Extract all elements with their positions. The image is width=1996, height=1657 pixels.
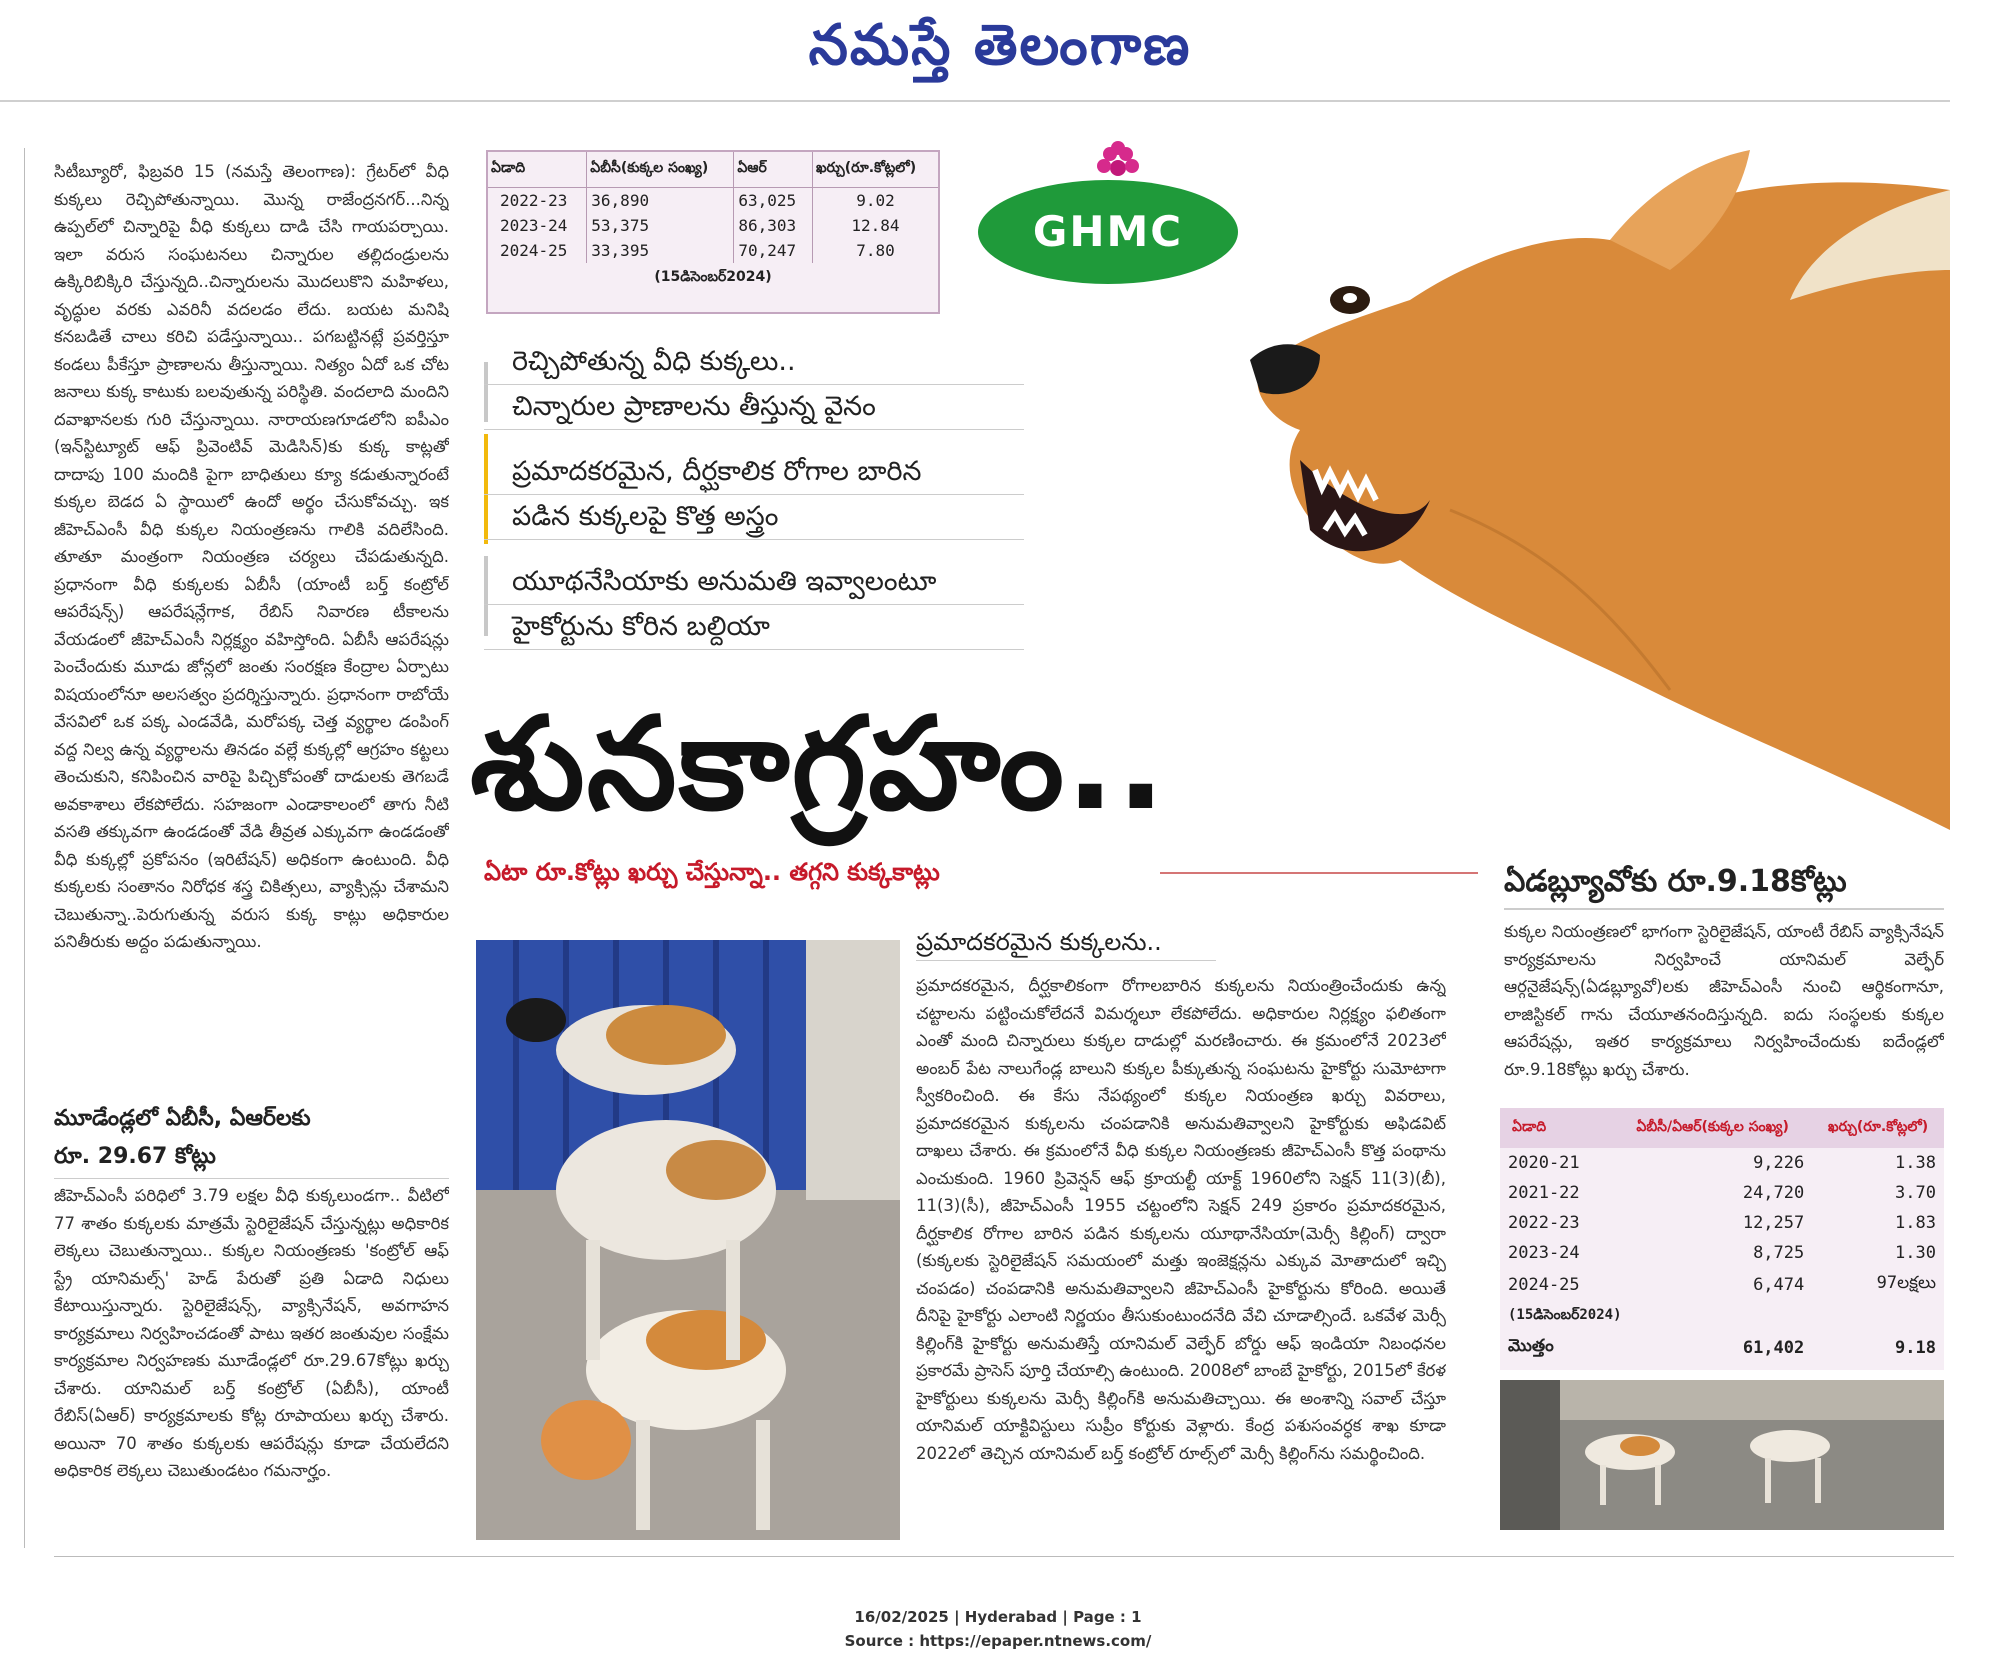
table-cell: 2023-24 [488, 213, 587, 238]
header-divider [0, 100, 1950, 102]
table-cell: మొత్తం [1508, 1336, 1554, 1356]
deck-line: పడిన కుక్కలపై కొత్త అస్త్రం [484, 495, 1024, 540]
left-column-article-2 [54, 1182, 449, 1542]
deck-line: చిన్నారుల ప్రాణాలను తీస్తున్న వైనం [484, 385, 1024, 430]
table-cell: 2022-23 [488, 188, 587, 214]
mid-heading-rule [916, 960, 1216, 961]
table-header: ఖర్చు(రూ.కోట్లలో) [812, 152, 938, 188]
table-row [488, 238, 938, 263]
table-header: ఏడాది [1512, 1118, 1547, 1135]
main-headline: శునకాగ్రహం.. [470, 690, 1168, 839]
table-header: ఖర్చు(రూ.కోట్లలో) [1828, 1118, 1929, 1135]
table-cell: 7.80 [856, 241, 895, 260]
article-paragraph: కుక్కల నియంత్రణలో భాగంగా స్టెరిలైజేషన్, యాంటీ రేబిస్ వ్యాక్సినేషన్ కార్యక్రమాలను నిర్వహించే యానిమల్ వెల్ఫేర్ ఆర్గనైజేషన్స్(ఏడబ్ల్యూవో)లకు జీహెచ్‌ఎంసీ నుంచి ఆర్థికంగానూ, లాజిస్టికల్ గాను చేయూతనందిస్తున్నది. ఐదు సంస్థలకు కుక్కల ఆపరేషన్లు, ఇతర కార్యక్రమాలు నిర్వహించేందుకు ఐదేండ్లలో రూ.9.18కోట్లు ఖర్చు చేశారు. [1504, 922, 1944, 1079]
table-note: (15డిసెంబర్2024) [654, 269, 772, 285]
table-cell: 36,890 [587, 188, 734, 214]
table-cell: 1.83 [1895, 1213, 1936, 1233]
section-subhead: రూ. 29.67 కోట్లు [54, 1144, 449, 1179]
table-cell: 2022-23 [1508, 1213, 1580, 1233]
table-row [1500, 1178, 1944, 1208]
table-cell: 2021-22 [1508, 1183, 1580, 1203]
table-cell: 2024-25 [488, 238, 587, 263]
table-cell: 70,247 [734, 238, 813, 263]
table-cell: 97లక్షలు [1876, 1273, 1936, 1293]
table-cell: 8,725 [1753, 1243, 1805, 1263]
footer-date-line: 16/02/2025 | Hyderabad | Page : 1 [854, 1608, 1142, 1626]
stats-table-awo [1500, 1108, 1944, 1370]
table-cell: 1.30 [1895, 1243, 1936, 1263]
right-column-article [1504, 918, 1944, 1098]
table-row [488, 188, 938, 214]
table-cell: 63,025 [734, 188, 813, 214]
table-cell: 9.18 [1895, 1338, 1936, 1358]
section-subhead: మూడేండ్లలో ఏబీసీ, ఏఆర్‌లకు [54, 1106, 311, 1131]
deck-line: హైకోర్టును కోరిన బల్దియా [484, 605, 1024, 650]
stats-table-top [486, 150, 940, 314]
table-cell: 9.02 [856, 191, 895, 210]
table-cell: 24,720 [1742, 1183, 1805, 1203]
deck-line: ప్రమాదకరమైన, దీర్ఘకాలిక రోగాల బారిన [484, 450, 1024, 495]
table-row [1500, 1331, 1944, 1365]
table-cell: 2024-25 [1508, 1275, 1580, 1295]
ghmc-logo: GHMC [978, 180, 1238, 284]
table-cell: 2023-24 [1508, 1243, 1580, 1263]
right-article-heading: ఏడబ్ల్యూవోకు రూ.9.18కోట్లు [1504, 864, 1847, 899]
article-paragraph: జీహెచ్‌ఎంసీ పరిధిలో 3.79 లక్షల వీధి కుక్కలుండగా.. వీటిలో 77 శాతం కుక్కలకు మాత్రమే స్టెరిలైజేషన్ చేస్తున్నట్లు అధికారిక లెక్కలు చెబుతున్నాయి.. కుక్కల నియంత్రణకు 'కంట్రోల్ ఆఫ్ స్ట్రే యానిమల్స్' హెడ్ పేరుతో ప్రతి ఏడాది నిధులు కేటాయిస్తున్నారు. స్టెరిలైజేషన్స్, వ్యాక్సినేషన్, అవగాహన కార్యక్రమాలు నిర్వహించడంతో పాటు ఇతర జంతువుల సంక్షేమ కార్యక్రమాల నిర్వహణకు మూడేండ్లలో రూ.29.67కోట్లు ఖర్చు చేశారు. యానిమల్ బర్త్ కంట్రోల్ (ఏబీసీ), యాంటీ రేబిస్(ఏఆర్) కార్యక్రమాలకు కోట్ల రూపాయలు ఖర్చు చేశారు. అయినా 70 శాతం కుక్కలకు ఆపరేషన్లు కూడా చేయలేదని అధికారిక లెక్కలు చెబుతుండటం గమనార్హం. [54, 1186, 449, 1480]
masthead: నమస్తే తెలంగాణ [808, 12, 1192, 78]
table-header: ఏబీసీ/ఏఆర్(కుక్కల సంఖ్య) [1636, 1118, 1789, 1135]
red-subheadline: ఏటా రూ.కోట్లు ఖర్చు చేస్తున్నా.. తగ్గని కుక్కకాట్లు [484, 858, 940, 886]
bottom-divider [54, 1556, 1954, 1557]
table-header: ఏబీసీ(కుక్కల సంఖ్య) [587, 152, 734, 188]
street-dogs-photo [476, 940, 900, 1540]
dogs-on-road-photo [1500, 1380, 1944, 1530]
deck-line: రెచ్చిపోతున్న వీధి కుక్కలు.. [484, 340, 1024, 385]
table-header: ఏఆర్ [734, 152, 813, 188]
table-cell: 33,395 [587, 238, 734, 263]
deck-line: యూథనేసియాకు అనుమతి ఇవ్వాలంటూ [484, 560, 1024, 605]
article-paragraph: ప్రమాదకరమైన, దీర్ఘకాలికంగా రోగాలబారిన కుక్కలను నియంత్రించేందుకు ఉన్న చట్టాలను పట్టించుకోలేదనే విమర్శలూ లేకపోలేదు. అధికారుల నిర్లక్ష్యం ఫలితంగా ఎంతో మంది చిన్నారులు కుక్కల దాడుల్లో మరణించారు. ఈ క్రమంలోనే 2023లో అంబర్ పేట నాలుగేండ్ల బాలుని కుక్కల పీక్కుతున్న సంఘటను హైకోర్టు సుమోటాగా స్వీకరించింది. ఈ కేసు నేపథ్యంలో కుక్కల నియంత్రణ ఖర్చు వివరాలు, ప్రమాదకరమైన కుక్కలను చంపడానికి అనుమతివ్వాలని హైకోర్టుకు అఫిడవిట్ దాఖలు చేశారు. ఈ క్రమంలోనే వీధి కుక్కల నియంత్రణకు జీహెచ్‌ఎంసీ కొత్త పంథాను ఎంచుకుంది. 1960 ప్రివెన్షన్ ఆఫ్ క్రూయల్టీ యాక్ట్ 1960లోని సెక్షన్ 11(3)(బీ), 11(3)(సీ), జీహెచ్‌ఎంసీ 1955 చట్టంలోని సెక్షన్ 249 ప్రకారం ప్రమాదకరమైన, దీర్ఘకాలిక రోగాల బారిన పడిన కుక్కలను యూథానేసియా(మెర్సీ కిల్లింగ్) ద్వారా (కుక్కలకు స్టెరిలైజేషన్ సమయంలో మత్తు ఇంజెక్షన్లను ఎక్కువ మోతాదులో ఇచ్చి చంపడం) చంపడానికి అనుమతివ్వాలని జీహెచ్‌ఎంసీ హైకోర్టును కోరింది. అయితే దీనిపై హైకోర్టు ఎలాంటి నిర్ణయం తీసుకుంటుందనేది వేచి చూడాల్సిందే. ఒకవేళ మెర్సీ కిల్లింగ్‌కి హైకోర్టు అనుమతిస్తే యానిమల్ వెల్ఫేర్ బోర్డు ఆఫ్ ఇండియా నిబంధనల ప్రకారమే ప్రాసెస్ పూర్తి చేయాల్సి ఉంటుంది. 2008లో బాంబే హైకోర్టు, 2015లో కేరళ హైకోర్టులు కుక్కలను మెర్సీ కిల్లింగ్‌కి అనుమతిచ్చాయి. ఈ అంశాన్ని సవాల్ చేస్తూ యానిమల్ యాక్టివిస్టులు సుప్రీం కోర్టుకు వెళ్లారు. కేంద్ర పశుసంవర్ధక శాఖ కూడా 2022లో తెచ్చిన యానిమల్ బర్త్ కంట్రోల్ రూల్స్‌లో మెర్సీ కిల్లింగ్‌ను సమర్థించింది. [916, 976, 1446, 1463]
table-row [1500, 1302, 1944, 1331]
table-cell: 9,226 [1753, 1153, 1805, 1173]
mid-article-heading: ప్రమాదకరమైన కుక్కలను.. [916, 928, 1162, 956]
table-row [1500, 1268, 1944, 1302]
table-cell: 2020-21 [1508, 1153, 1580, 1173]
left-column-article [54, 158, 449, 1098]
table-cell: 86,303 [734, 213, 813, 238]
table-cell: 1.38 [1895, 1153, 1936, 1173]
table-row [1500, 1238, 1944, 1268]
table-cell: 61,402 [1742, 1338, 1805, 1358]
table-header: ఏడాది [488, 152, 587, 188]
left-margin-rule [24, 148, 25, 1548]
table-row [1500, 1208, 1944, 1238]
table-cell: (15డిసెంబర్2024) [1508, 1307, 1622, 1323]
article-paragraph: సిటీబ్యూరో, ఫిబ్రవరి 15 (నమస్తే తెలంగాణ): గ్రేటర్‌లో వీధి కుక్కలు రెచ్చిపోతున్నాయి. మొన్న రాజేంద్రనగర్...నిన్న ఉప్పల్‌లో చిన్నారిపై వీధి కుక్కలు దాడి చేసి గాయపర్చాయి. ఇలా వరుస సంఘటనలు చిన్నారుల తల్లిదండ్రులను ఉక్కిరిబిక్కిరి చేస్తున్నది..చిన్నారులను మొదలుకొని మహిళలు, వృద్ధుల వరకు ఎవరినీ వదలడం లేదు. బయట మనిషి కనబడితే చాలు కరిచి పడేస్తున్నాయి.. పగబట్టినట్లే ప్రవర్తిస్తూ కండలు పీకేస్తూ ప్రాణాలను తీస్తున్నాయి. నిత్యం ఏదో ఒక చోట జనాలు కుక్క కాటుకు బలవుతున్న పరిస్థితి. వందలాది మందిని దవాఖానలకు గురి చేస్తున్నాయి. నారాయణగూడలోని ఐపీఎం (ఇన్‌స్టిట్యూట్ ఆఫ్ ప్రివెంటివ్ మెడిసిన్)కు కుక్క కాట్లతో దాదాపు 100 మందికి పైగా బాధితులు క్యూ కడుతున్నారంటే కుక్కల బెడద ఏ స్థాయిలో ఉందో అర్థం చేసుకోవచ్చు. ఇక జీహెచ్‌ఎంసీ వీధి కుక్కల నియంత్రణను గాలికి వదిలేసింది. తూతూ మంత్రంగా నియంత్రణ చర్యలు చేపడుతున్నది. ప్రధానంగా వీధి కుక్కలకు ఏబీసీ (యాంటీ బర్త్ కంట్రోల్ ఆపరేషన్స్) ఆపరేషన్లేగాక, రేబిస్ నివారణ టీకాలను వేయడంలో జీహెచ్‌ఎంసీ నిర్లక్ష్యం వహిస్తోంది. ఏబీసీ ఆపరేషన్లు పెంచేందుకు మూడు జోన్లలో జంతు సంరక్షణ కేంద్రాల ఏర్పాటు విషయంలోనూ అలసత్వం ప్రదర్శిస్తున్నారు. ప్రధానంగా రాబోయే వేసవిలో ఒక పక్క ఎండవేడి, మరోపక్క చెత్త వ్యర్థాల డంపింగ్ వద్ద నిల్వ ఉన్న వ్యర్థాలను తినడం వల్లే కుక్కల్లో ఆగ్రహం కట్టలు తెంచుకుని, కనిపించిన వారిపై పిచ్చికోపంతో దాడులకు తెగబడే అవకాశాలు లేకపోలేదు. సహజంగా ఎండాకాలంలో తాగు నీటి వసతి తక్కువగా ఉండడంతో వేడి తీవ్రత ఎక్కువగా ఉండడంతో వీధి కుక్కల్లో ప్రకోపనం (ఇరిటేషన్) అధికంగా ఉంటుంది. వీధి కుక్కలకు సంతానం నిరోధక శస్త్ర చికిత్సలు, వ్యాక్సిన్లు చేశామని చెబుతున్నా..పెరుగుతున్న వరుస కుక్క కాట్లు అధికారుల పనితీరుకు అద్దం పడుతున్నాయి. [54, 162, 449, 951]
table-row [1500, 1148, 1944, 1178]
deck-headlines [484, 340, 1024, 650]
middle-column-article [916, 972, 1446, 1542]
right-heading-rule [1504, 908, 1944, 910]
table-cell: 3.70 [1895, 1183, 1936, 1203]
table-cell: 12.84 [851, 216, 900, 235]
table-cell: 53,375 [587, 213, 734, 238]
subheadline-rule [1160, 872, 1478, 874]
table-cell: 12,257 [1742, 1213, 1805, 1233]
footer-source-line: Source : https://epaper.ntnews.com/ [844, 1632, 1152, 1650]
table-cell: 6,474 [1753, 1275, 1805, 1295]
table-row [488, 213, 938, 238]
